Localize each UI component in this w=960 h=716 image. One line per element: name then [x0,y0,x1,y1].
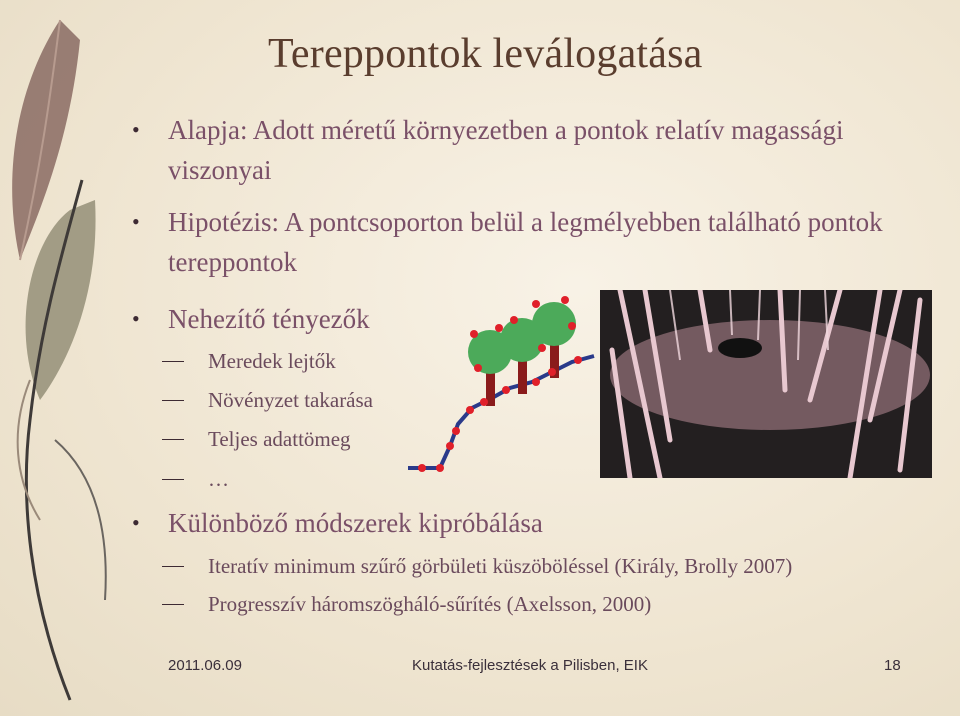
bullet-dot-icon: • [132,306,140,331]
bullet-text: Hipotézis: A pontcsoporton belül a legmélyebben található pontok tereppontok [168,207,883,277]
sub-bullet-text: Teljes adattömeg [208,427,351,451]
sub-dash-icon [162,439,184,440]
ground-line [408,356,594,468]
bullet-text: Alapja: Adott méretű környezetben a pontok relatív magassági viszonyai [168,115,844,185]
bullet-dot-icon: • [132,117,140,142]
bullet-item [132,202,888,282]
footer-title: Kutatás-fejlesztések a Pilisben, EIK [412,657,648,674]
sub-bullet-item [208,424,351,454]
sub-bullet-text: … [208,467,229,491]
terrain-points-diagram [402,296,598,476]
bullet-dot-icon: • [132,510,140,535]
sub-dash-icon [162,400,184,401]
sub-bullet-item [208,589,651,619]
sub-dash-icon [162,566,184,567]
sub-dash-icon [162,604,184,605]
sub-bullet-text: Meredek lejtők [208,349,336,373]
sub-bullet-text: Iteratív minimum szűrő görbületi küszöböléssel (Király, Brolly 2007) [208,554,793,578]
bullet-dot-icon: • [132,209,140,234]
sub-bullet-text: Növényzet takarása [208,388,373,412]
footer-page-number: 18 [884,657,901,674]
slide-title: Tereppontok leválogatása [268,31,703,77]
sub-bullet-item [208,464,229,494]
sub-bullet-text: Progresszív háromszögháló-sűrítés (Axelsson, 2000) [208,592,652,616]
bullet-item [132,503,888,543]
sub-bullet-item [208,385,373,415]
lidar-pointcloud-image [600,290,932,478]
decorative-leaf-image [0,0,130,716]
sub-dash-icon [162,361,184,362]
bullet-text: Nehezítő tényezők [168,304,370,334]
bullet-text: Különböző módszerek kipróbálása [168,508,543,538]
sub-bullet-item [208,346,336,376]
footer-date: 2011.06.09 [168,657,242,674]
sub-bullet-item [208,551,792,581]
bullet-item [132,110,888,190]
sub-dash-icon [162,479,184,480]
